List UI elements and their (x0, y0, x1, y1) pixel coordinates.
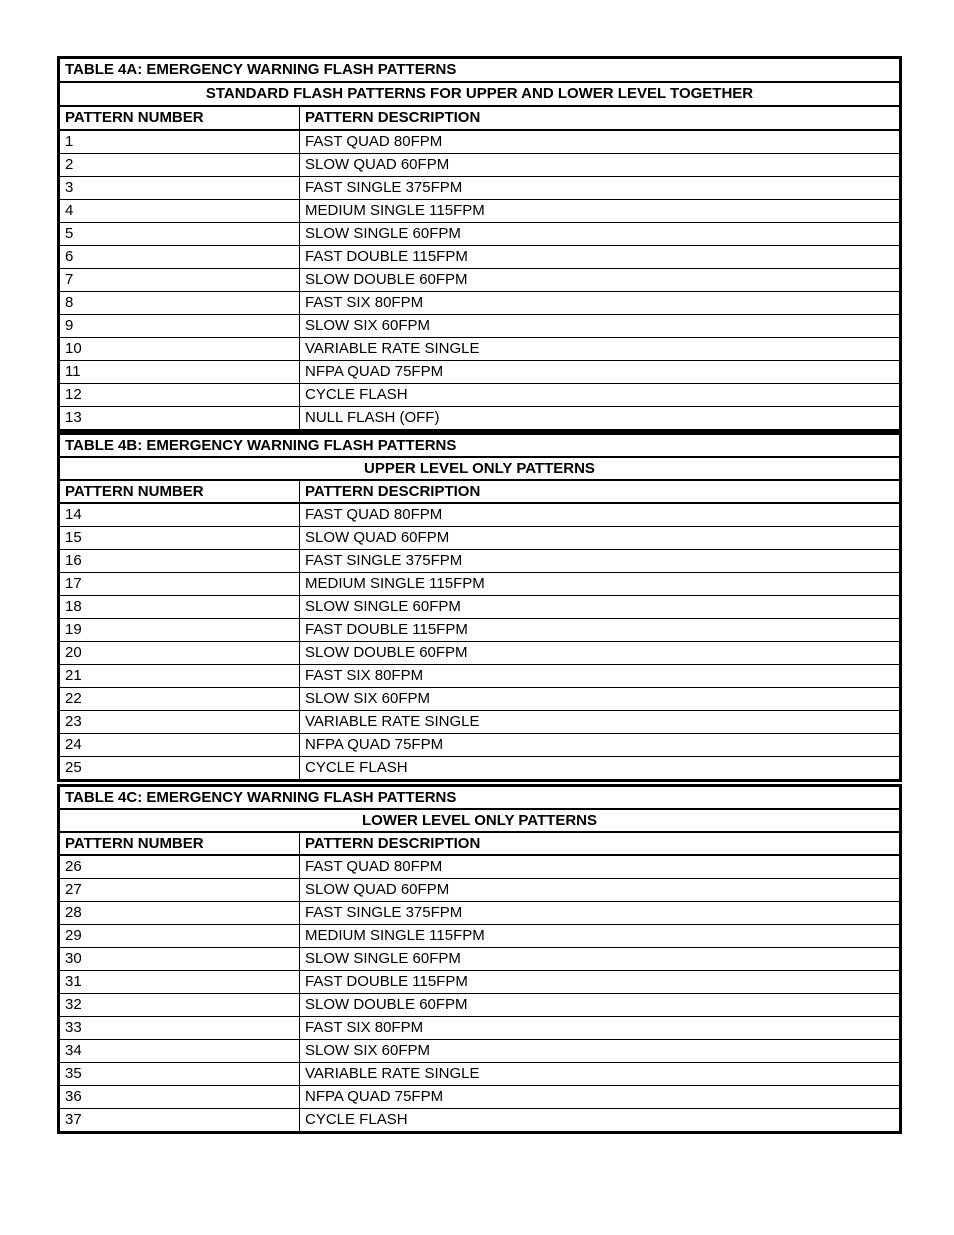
table-subtitle: UPPER LEVEL ONLY PATTERNS (59, 457, 901, 480)
table-subtitle-row (59, 82, 901, 106)
table-row (59, 994, 901, 1017)
table-body (59, 434, 901, 781)
pattern-description-cell: SLOW DOUBLE 60FPM (300, 642, 901, 665)
table-row (59, 292, 901, 315)
table-row (59, 223, 901, 246)
pattern-number-cell: 20 (59, 642, 300, 665)
table-row (59, 948, 901, 971)
pattern-number-cell: 36 (59, 1086, 300, 1109)
pattern-description-cell: MEDIUM SINGLE 115FPM (300, 200, 901, 223)
pattern-description-cell: FAST SIX 80FPM (300, 292, 901, 315)
table-row (59, 527, 901, 550)
pattern-number-cell: 32 (59, 994, 300, 1017)
table-row (59, 734, 901, 757)
pattern-description-cell: SLOW SIX 60FPM (300, 1040, 901, 1063)
pattern-number-cell: 14 (59, 503, 300, 527)
pattern-description-cell: NFPA QUAD 75FPM (300, 1086, 901, 1109)
table-row (59, 315, 901, 338)
pattern-number-cell: 8 (59, 292, 300, 315)
pattern-description-cell: FAST SINGLE 375FPM (300, 902, 901, 925)
column-header-pattern-number: PATTERN NUMBER (59, 832, 300, 855)
table-row (59, 757, 901, 781)
table-subtitle-row (59, 809, 901, 832)
table-row (59, 503, 901, 527)
table-row (59, 1063, 901, 1086)
table-4c (57, 784, 902, 1134)
pattern-description-cell: SLOW SIX 60FPM (300, 688, 901, 711)
table-row (59, 269, 901, 292)
pattern-number-cell: 26 (59, 855, 300, 879)
pattern-description-cell: VARIABLE RATE SINGLE (300, 1063, 901, 1086)
pattern-number-cell: 23 (59, 711, 300, 734)
pattern-description-cell: MEDIUM SINGLE 115FPM (300, 573, 901, 596)
pattern-number-cell: 19 (59, 619, 300, 642)
pattern-description-cell: FAST SIX 80FPM (300, 1017, 901, 1040)
pattern-description-cell: SLOW SINGLE 60FPM (300, 596, 901, 619)
table-subtitle: STANDARD FLASH PATTERNS FOR UPPER AND LOWER LEVEL TOGETHER (59, 82, 901, 106)
pattern-number-cell: 28 (59, 902, 300, 925)
table-row (59, 130, 901, 154)
table-row (59, 855, 901, 879)
pattern-number-cell: 22 (59, 688, 300, 711)
pattern-description-cell: SLOW SINGLE 60FPM (300, 948, 901, 971)
pattern-number-cell: 18 (59, 596, 300, 619)
table-4b (57, 432, 902, 782)
pattern-number-cell: 34 (59, 1040, 300, 1063)
table-title-row (59, 786, 901, 810)
pattern-number-cell: 10 (59, 338, 300, 361)
pattern-number-cell: 33 (59, 1017, 300, 1040)
table-row (59, 338, 901, 361)
table-row (59, 384, 901, 407)
table-title: TABLE 4A: EMERGENCY WARNING FLASH PATTERNS (59, 58, 901, 83)
table-row (59, 177, 901, 200)
pattern-description-cell: NFPA QUAD 75FPM (300, 361, 901, 384)
pattern-description-cell: NULL FLASH (OFF) (300, 407, 901, 431)
table-row (59, 1086, 901, 1109)
pattern-number-cell: 2 (59, 154, 300, 177)
pattern-number-cell: 7 (59, 269, 300, 292)
table-row (59, 407, 901, 431)
table-row (59, 925, 901, 948)
table-title-row (59, 58, 901, 83)
pattern-number-cell: 31 (59, 971, 300, 994)
table-body (59, 58, 901, 431)
pattern-number-cell: 6 (59, 246, 300, 269)
table-row (59, 879, 901, 902)
pattern-number-cell: 9 (59, 315, 300, 338)
pattern-description-cell: FAST SINGLE 375FPM (300, 550, 901, 573)
pattern-number-cell: 11 (59, 361, 300, 384)
table-header-row (59, 480, 901, 503)
pattern-number-cell: 3 (59, 177, 300, 200)
table-row (59, 1109, 901, 1133)
pattern-description-cell: FAST SINGLE 375FPM (300, 177, 901, 200)
table-row (59, 1017, 901, 1040)
table-title: TABLE 4B: EMERGENCY WARNING FLASH PATTERNS (59, 434, 901, 458)
pattern-description-cell: SLOW DOUBLE 60FPM (300, 994, 901, 1017)
pattern-number-cell: 17 (59, 573, 300, 596)
pattern-number-cell: 35 (59, 1063, 300, 1086)
pattern-description-cell: SLOW QUAD 60FPM (300, 154, 901, 177)
pattern-number-cell: 13 (59, 407, 300, 431)
pattern-number-cell: 15 (59, 527, 300, 550)
table-row (59, 1040, 901, 1063)
pattern-description-cell: SLOW QUAD 60FPM (300, 879, 901, 902)
table-row (59, 688, 901, 711)
table-row (59, 971, 901, 994)
pattern-description-cell: FAST QUAD 80FPM (300, 130, 901, 154)
pattern-description-cell: FAST DOUBLE 115FPM (300, 619, 901, 642)
pattern-number-cell: 37 (59, 1109, 300, 1133)
table-row (59, 665, 901, 688)
pattern-description-cell: FAST QUAD 80FPM (300, 855, 901, 879)
table-row (59, 246, 901, 269)
pattern-description-cell: VARIABLE RATE SINGLE (300, 711, 901, 734)
pattern-number-cell: 16 (59, 550, 300, 573)
table-row (59, 573, 901, 596)
table-row (59, 596, 901, 619)
table-subtitle-row (59, 457, 901, 480)
column-header-pattern-description: PATTERN DESCRIPTION (300, 480, 901, 503)
table-row (59, 361, 901, 384)
pattern-number-cell: 30 (59, 948, 300, 971)
pattern-number-cell: 21 (59, 665, 300, 688)
pattern-description-cell: FAST SIX 80FPM (300, 665, 901, 688)
pattern-description-cell: CYCLE FLASH (300, 384, 901, 407)
pattern-description-cell: VARIABLE RATE SINGLE (300, 338, 901, 361)
pattern-description-cell: NFPA QUAD 75FPM (300, 734, 901, 757)
pattern-description-cell: MEDIUM SINGLE 115FPM (300, 925, 901, 948)
pattern-description-cell: SLOW SIX 60FPM (300, 315, 901, 338)
column-header-pattern-description: PATTERN DESCRIPTION (300, 832, 901, 855)
column-header-pattern-description: PATTERN DESCRIPTION (300, 106, 901, 130)
pattern-number-cell: 24 (59, 734, 300, 757)
pattern-description-cell: SLOW DOUBLE 60FPM (300, 269, 901, 292)
table-row (59, 550, 901, 573)
pattern-description-cell: CYCLE FLASH (300, 757, 901, 781)
flash-pattern-tables (57, 56, 899, 1134)
column-header-pattern-number: PATTERN NUMBER (59, 106, 300, 130)
table-title-row (59, 434, 901, 458)
column-header-pattern-number: PATTERN NUMBER (59, 480, 300, 503)
pattern-number-cell: 12 (59, 384, 300, 407)
table-row (59, 902, 901, 925)
table-row (59, 200, 901, 223)
table-subtitle: LOWER LEVEL ONLY PATTERNS (59, 809, 901, 832)
table-body (59, 786, 901, 1133)
table-header-row (59, 832, 901, 855)
pattern-number-cell: 5 (59, 223, 300, 246)
table-header-row (59, 106, 901, 130)
pattern-description-cell: SLOW SINGLE 60FPM (300, 223, 901, 246)
pattern-description-cell: FAST DOUBLE 115FPM (300, 971, 901, 994)
pattern-description-cell: FAST QUAD 80FPM (300, 503, 901, 527)
pattern-number-cell: 4 (59, 200, 300, 223)
table-row (59, 154, 901, 177)
pattern-description-cell: CYCLE FLASH (300, 1109, 901, 1133)
table-row (59, 711, 901, 734)
table-title: TABLE 4C: EMERGENCY WARNING FLASH PATTERNS (59, 786, 901, 810)
pattern-description-cell: FAST DOUBLE 115FPM (300, 246, 901, 269)
table-row (59, 619, 901, 642)
pattern-number-cell: 27 (59, 879, 300, 902)
pattern-number-cell: 1 (59, 130, 300, 154)
table-4a (57, 56, 902, 432)
table-row (59, 642, 901, 665)
pattern-number-cell: 25 (59, 757, 300, 781)
pattern-number-cell: 29 (59, 925, 300, 948)
pattern-description-cell: SLOW QUAD 60FPM (300, 527, 901, 550)
